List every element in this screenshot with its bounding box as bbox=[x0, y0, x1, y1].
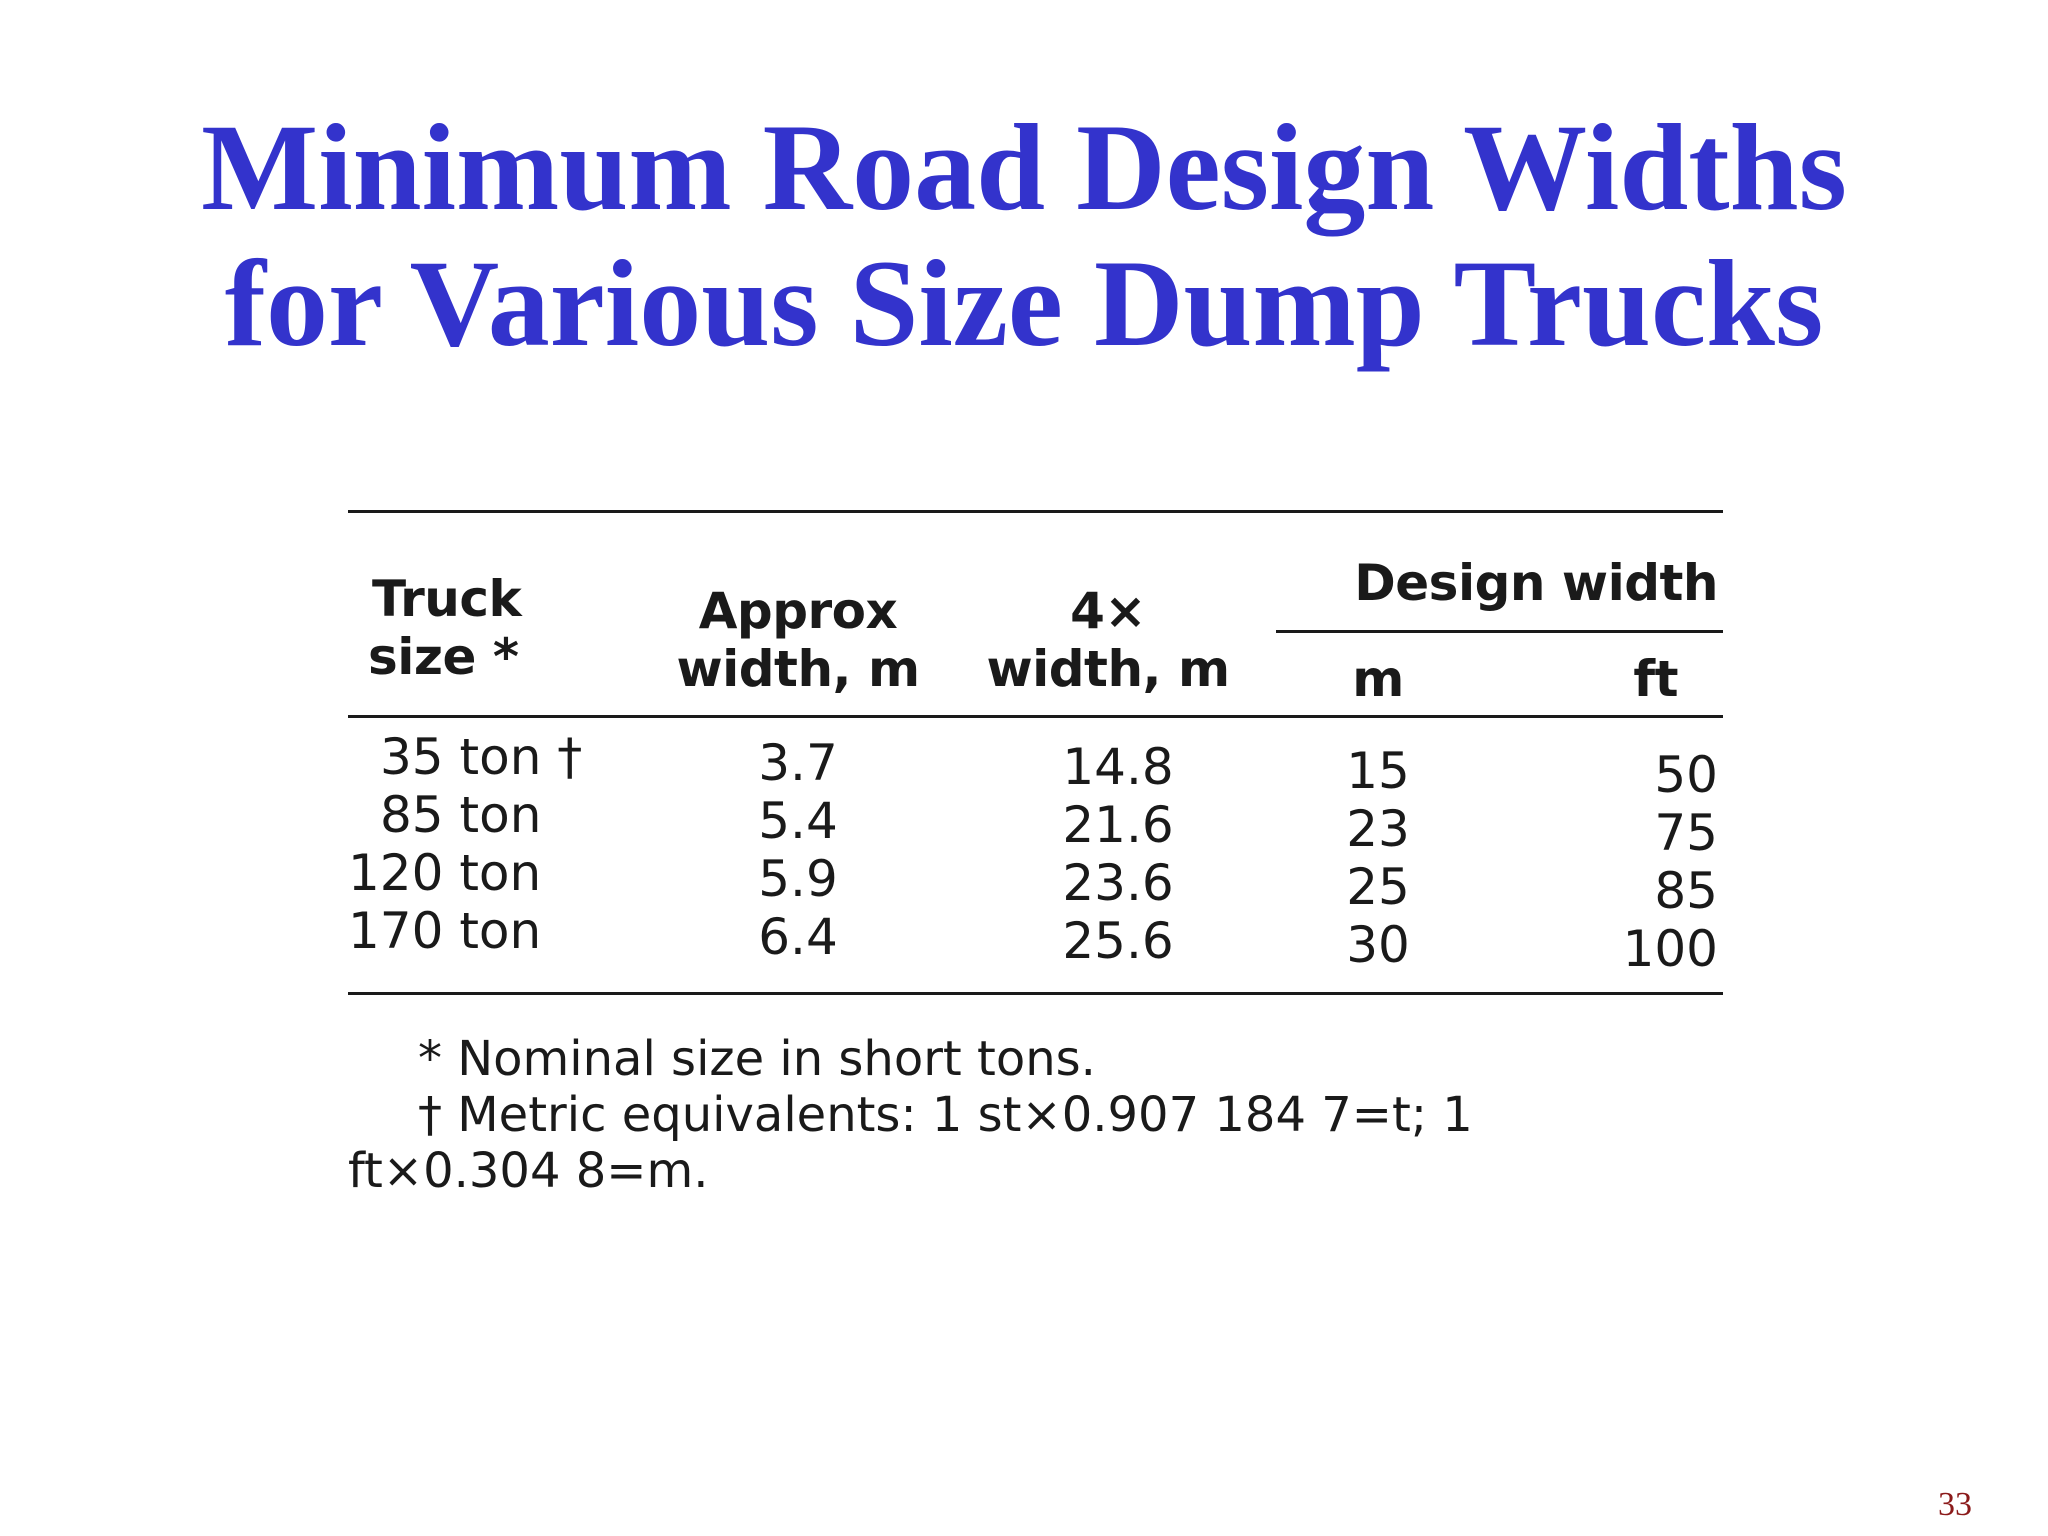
header-four-width-line-2: width, m bbox=[986, 640, 1230, 698]
cell-design-ft: 85 bbox=[1654, 862, 1718, 920]
table-bottom-rule bbox=[348, 992, 1723, 995]
slide-title-line-1: Minimum Road Design Widths bbox=[201, 99, 1847, 236]
cell-four-width: 14.8 bbox=[1062, 738, 1174, 796]
header-approx-width-line-1: Approx bbox=[698, 582, 898, 640]
page-number: 33 bbox=[1938, 1486, 1972, 1523]
cell-design-ft: 100 bbox=[1622, 920, 1718, 978]
cell-design-m: 15 bbox=[1346, 742, 1410, 800]
header-design-ft: ft bbox=[1633, 650, 1678, 708]
cell-design-m: 30 bbox=[1346, 916, 1410, 974]
header-truck-size-line-2: size * bbox=[368, 628, 519, 686]
slide-title-line-2: for Various Size Dump Trucks bbox=[224, 235, 1824, 372]
cell-approx-width: 5.9 bbox=[758, 850, 838, 908]
header-design-width: Design width bbox=[1354, 554, 1718, 612]
design-width-table bbox=[348, 510, 1723, 1210]
slide-title bbox=[0, 100, 2048, 372]
header-approx-width-line-2: width, m bbox=[676, 640, 920, 698]
cell-four-width: 23.6 bbox=[1062, 854, 1174, 912]
design-width-rule bbox=[1276, 630, 1723, 633]
footnote-metric-equivalents-line-1: † Metric equivalents: 1 st×0.907 184 7=t; 1 bbox=[418, 1087, 1473, 1143]
cell-design-m: 23 bbox=[1346, 800, 1410, 858]
header-bottom-rule bbox=[348, 715, 1723, 718]
cell-approx-width: 6.4 bbox=[758, 908, 838, 966]
footnote-metric-equivalents-line-2: ft×0.304 8=m. bbox=[348, 1143, 709, 1199]
cell-truck: 120 ton bbox=[348, 844, 542, 902]
table-top-rule bbox=[348, 510, 1723, 513]
cell-design-ft: 75 bbox=[1654, 804, 1718, 862]
cell-four-width: 21.6 bbox=[1062, 796, 1174, 854]
header-four-width-line-1: 4× bbox=[1070, 582, 1146, 640]
cell-approx-width: 3.7 bbox=[758, 734, 838, 792]
header-design-m: m bbox=[1352, 650, 1404, 708]
cell-design-m: 25 bbox=[1346, 858, 1410, 916]
cell-approx-width: 5.4 bbox=[758, 792, 838, 850]
cell-truck: 85 ton bbox=[380, 786, 542, 844]
cell-truck: 170 ton bbox=[348, 902, 542, 960]
footnote-nominal-size: * Nominal size in short tons. bbox=[418, 1031, 1096, 1087]
header-truck-size-line-1: Truck bbox=[372, 570, 522, 628]
cell-truck: 35 ton † bbox=[380, 728, 583, 786]
cell-design-ft: 50 bbox=[1654, 746, 1718, 804]
cell-four-width: 25.6 bbox=[1062, 912, 1174, 970]
